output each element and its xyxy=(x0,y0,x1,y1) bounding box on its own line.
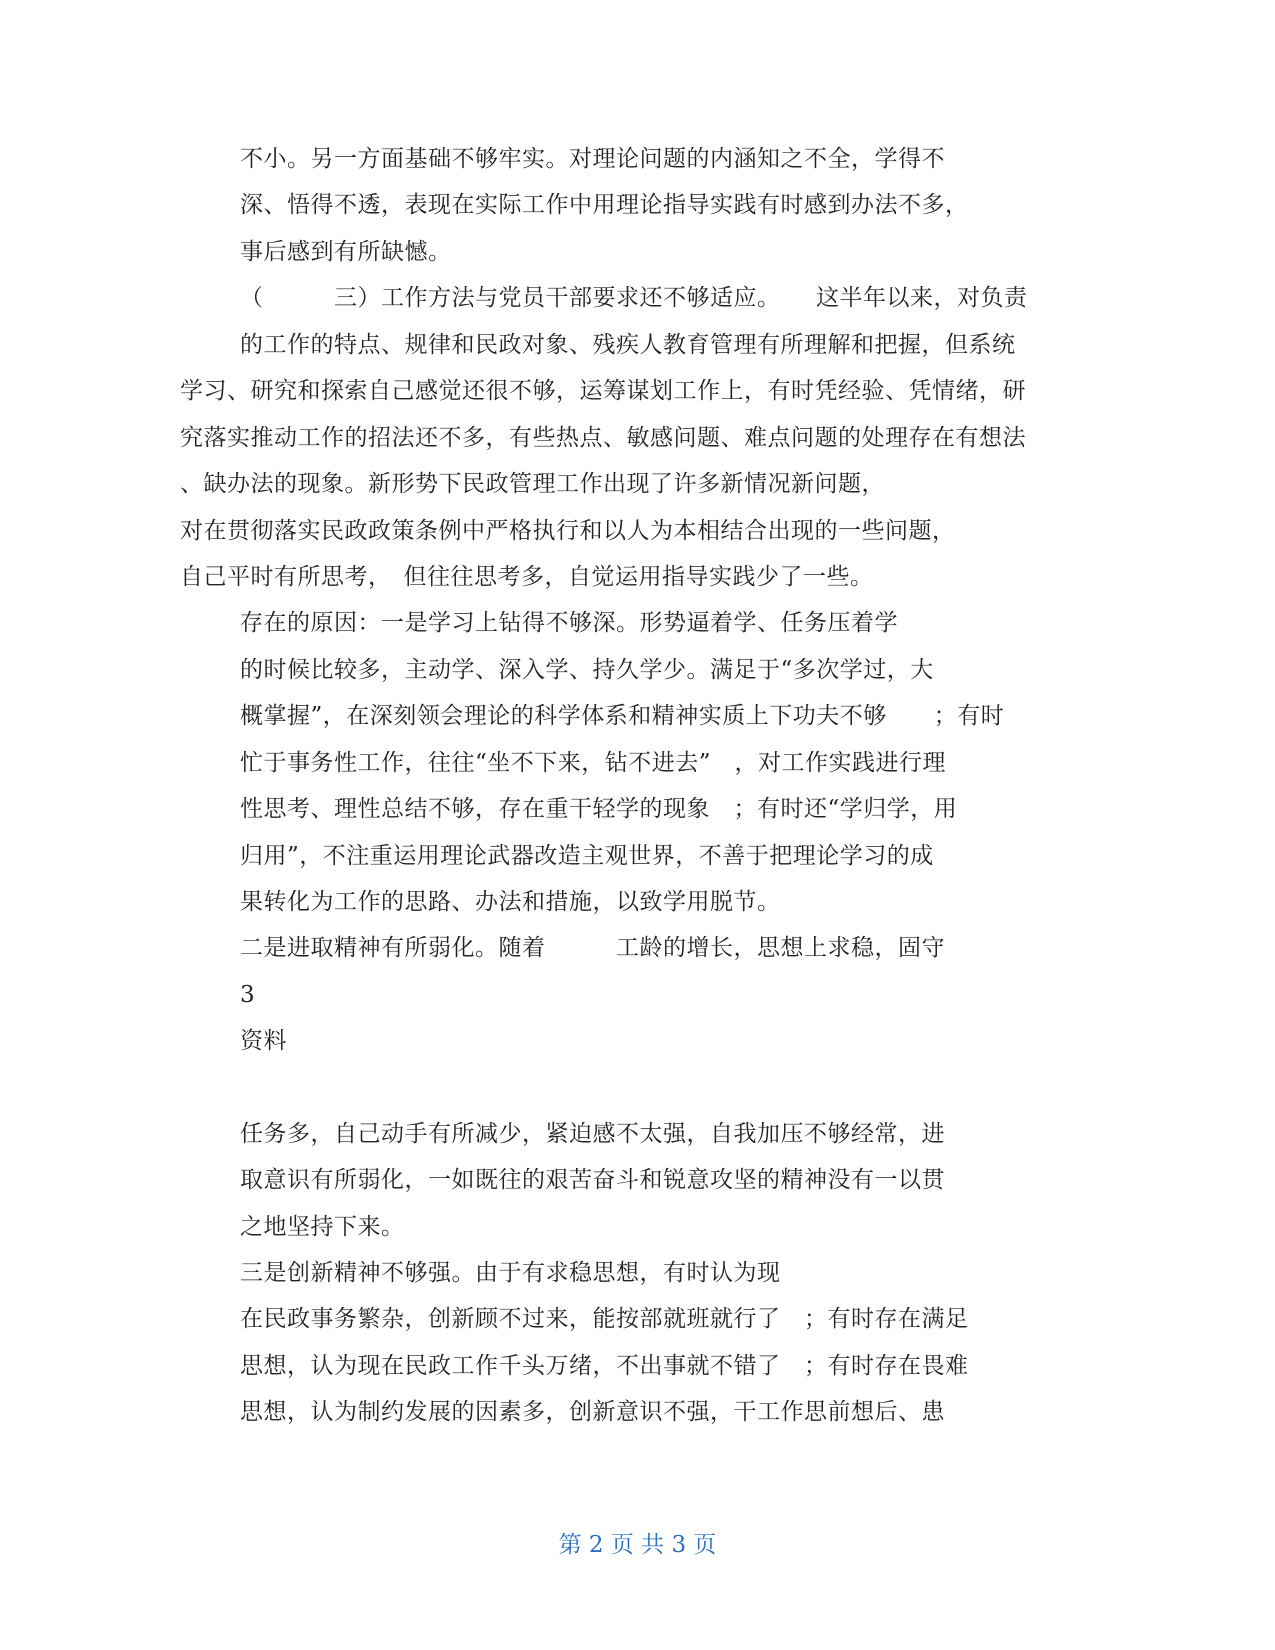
text-line-10: 自己平时有所思考， 但往往思考多，自觉运用指导实践少了一些。 xyxy=(180,564,874,590)
text-line-4: （ 三）工作方法与党员干部要求还不够适应。 这半年以来，对负责 xyxy=(240,285,1028,311)
source-label: 资料 xyxy=(240,1028,287,1054)
text-line-21: 任务多，自己动手有所减少，紧迫感不太强，自我加压不够经常，进 xyxy=(240,1121,945,1147)
text-line-7: 究落实推动工作的招法还不多，有些热点、敏感问题、难点问题的处理存在有想法 xyxy=(180,425,1026,451)
text-line-22: 取意识有所弱化，一如既往的艰苦奋斗和锐意攻坚的精神没有一以贯 xyxy=(240,1167,945,1193)
text-line-25: 在民政事务繁杂，创新顾不过来，能按部就班就行了 ；有时存在满足 xyxy=(240,1306,969,1332)
text-line-26: 思想，认为现在民政工作千头万绪，不出事就不错了 ；有时存在畏难 xyxy=(240,1353,969,1379)
text-line-11: 存在的原因：一是学习上钻得不够深。形势逼着学、任务压着学 xyxy=(240,610,898,636)
page-footer: 第 2 页 共 3 页 xyxy=(558,1532,717,1558)
text-line-1: 不小。另一方面基础不够牢实。对理论问题的内涵知之不全，学得不 xyxy=(240,146,945,172)
text-line-27: 思想，认为制约发展的因素多，创新意识不强，干工作思前想后、患 xyxy=(240,1399,945,1425)
text-line-3: 事后感到有所缺憾。 xyxy=(240,239,452,265)
text-line-9: 对在贯彻落实民政政策条例中严格执行和以人为本相结合出现的一些问题， xyxy=(180,518,956,544)
text-line-15: 性思考、理性总结不够，存在重干轻学的现象 ；有时还“学归学，用 xyxy=(240,796,958,822)
text-line-13: 概掌握”，在深刻领会理论的科学体系和精神实质上下功夫不够 ；有时 xyxy=(240,703,1005,729)
text-line-6: 学习、研究和探索自己感觉还很不够，运筹谋划工作上，有时凭经验、凭情绪，研 xyxy=(180,378,1026,404)
text-line-23: 之地坚持下来。 xyxy=(240,1214,405,1240)
text-line-8: 、缺办法的现象。新形势下民政管理工作出现了许多新情况新问题， xyxy=(180,471,885,497)
text-line-18: 二是进取精神有所弱化。随着 工龄的增长，思想上求稳，固守 xyxy=(240,935,945,961)
text-line-14: 忙于事务性工作，往往“坐不下来，钻不进去” ，对工作实践进行理 xyxy=(240,750,947,776)
text-line-24: 三是创新精神不够强。由于有求稳思想，有时认为现 xyxy=(240,1260,781,1286)
page-number-mark: 3 xyxy=(240,982,256,1008)
text-line-12: 的时候比较多，主动学、深入学、持久学少。满足于“多次学过，大 xyxy=(240,657,934,683)
text-line-16: 归用”，不注重运用理论武器改造主观世界，不善于把理论学习的成 xyxy=(240,843,934,869)
text-line-2: 深、悟得不透，表现在实际工作中用理论指导实践有时感到办法不多， xyxy=(240,192,969,218)
text-line-5: 的工作的特点、规律和民政对象、残疾人教育管理有所理解和把握，但系统 xyxy=(240,332,1016,358)
text-line-17: 果转化为工作的思路、办法和措施，以致学用脱节。 xyxy=(240,889,781,915)
